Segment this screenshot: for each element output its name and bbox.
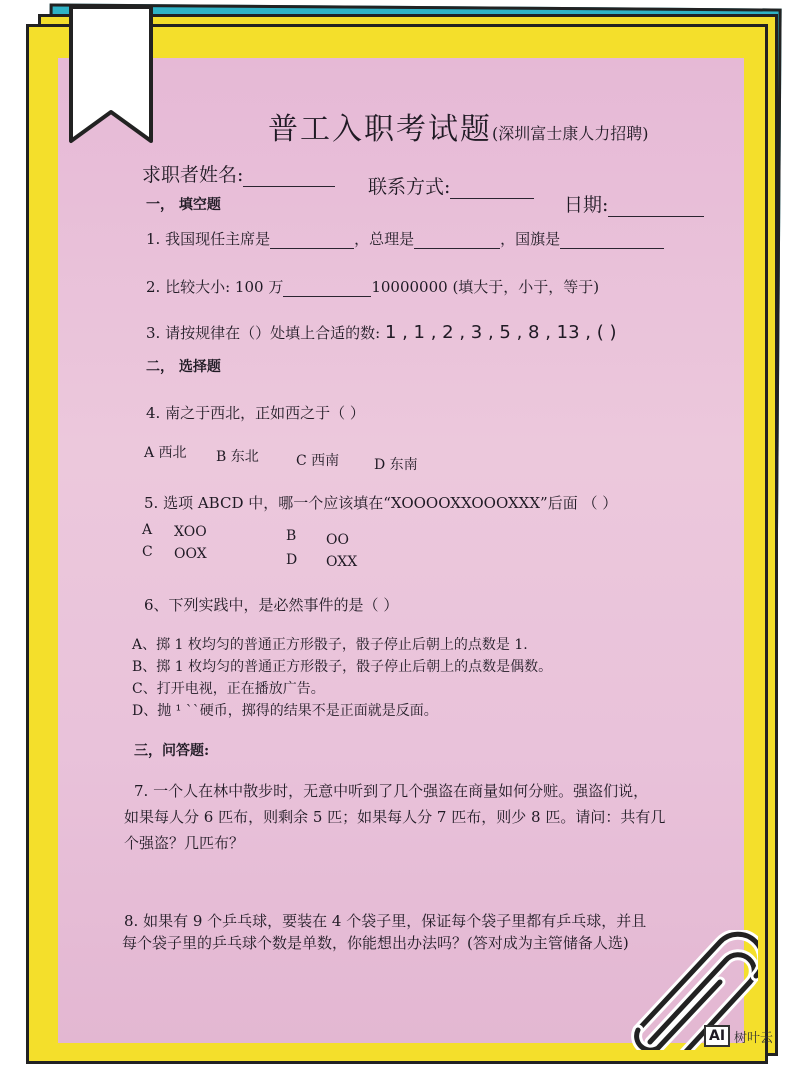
q5-option-d-letter: D [286, 552, 298, 568]
section-choice: 二， 选择题 [146, 359, 221, 375]
q4-option-b[interactable]: B 东北 [216, 449, 259, 465]
date-field [564, 190, 704, 217]
question-7-line-3: 个强盗？几匹布？ [124, 834, 245, 852]
q6-option-d[interactable]: D、抛 ¹ ˋˋ硬币，掷得的结果不是正面就是反面。 [132, 703, 438, 719]
q5-option-d[interactable]: OXX [326, 554, 358, 570]
watermark-text: 树叶云 [734, 1030, 774, 1046]
question-2: 2. 比较大小: 100 万 10000000 (填大于，小于，等于) [146, 278, 600, 296]
section-qa: 三，问答题: [134, 743, 210, 759]
watermark-logo: AI [704, 1025, 730, 1047]
q6-option-b[interactable]: B、掷 1 枚均匀的普通正方形骰子，骰子停止后朝上的点数是偶数。 [132, 659, 553, 675]
q5-option-b-letter: B [286, 528, 297, 544]
bookmark-icon [68, 4, 154, 144]
q5-option-c[interactable]: OOX [174, 546, 207, 562]
question-8-line-1: 8. 如果有 9 个乒乓球，要装在 4 个袋子里，保证每个袋子里都有乒乓球，并且 [124, 912, 647, 930]
question-7-line-1: 7. 一个人在林中散步时，无意中听到了几个强盗在商量如何分赃。强盗们说， [134, 782, 649, 800]
contact-blank[interactable] [450, 198, 534, 199]
question-4: 4. 南之于西北，正如西之于（ ） [146, 404, 365, 422]
q5-option-b[interactable]: OO [326, 532, 349, 548]
contact-field [368, 172, 534, 199]
page-title: 普工入职考试题(深圳富士康人力招聘) [268, 112, 649, 147]
title-note: (深圳富士康人力招聘) [492, 124, 649, 143]
name-blank[interactable] [243, 186, 335, 187]
q5-option-a[interactable]: XOO [174, 524, 207, 540]
q4-option-a[interactable]: A 西北 [144, 445, 187, 461]
question-8-line-2: 每个袋子里的乒乓球个数是单数，你能想出办法吗？(答对成为主管储备人选) [122, 934, 629, 952]
section-fill-blank: 一， 填空题 [146, 197, 221, 213]
question-5: 5. 选项 ABCD 中，哪一个应该填在“XOOOOXXOOOXXX”后面 （ ） [144, 494, 618, 512]
name-field [142, 160, 335, 187]
question-1: 1. 我国现任主席是 ，总理是 ，国旗是 [146, 228, 664, 249]
q6-option-a[interactable]: A、掷 1 枚均匀的普通正方形骰子，骰子停止后朝上的点数是 1. [132, 637, 528, 653]
q1-blank-flag[interactable] [560, 248, 664, 249]
question-3: 3. 请按规律在（）处填上合适的数: 1 , 1 , 2 , 3 , 5 , 8 , 13 , ( ) [146, 322, 617, 343]
q6-option-c[interactable]: C、打开电视，正在播放广告。 [132, 681, 325, 697]
q5-option-c-letter: C [142, 544, 153, 560]
q1-blank-president[interactable] [270, 248, 354, 249]
contact-label: 联系方式: [368, 176, 451, 198]
date-blank[interactable] [608, 216, 704, 217]
q2-blank[interactable] [283, 296, 371, 297]
q4-option-d[interactable]: D 东南 [374, 457, 418, 473]
question-6: 6、下列实践中，是必然事件的是（ ） [144, 596, 399, 614]
watermark [704, 1024, 773, 1048]
date-label: 日期: [564, 194, 609, 216]
q4-option-c[interactable]: C 西南 [296, 453, 340, 469]
q1-blank-premier[interactable] [414, 248, 500, 249]
name-label: 求职者姓名: [142, 164, 244, 186]
q3-sequence: 1 , 1 , 2 , 3 , 5 , 8 , 13 , ( ) [384, 322, 617, 343]
question-7-line-2: 如果每人分 6 匹布，则剩余 5 匹；如果每人分 7 匹布，则少 8 匹。请问：共有几 [124, 808, 666, 826]
q5-option-a-letter: A [142, 522, 153, 538]
